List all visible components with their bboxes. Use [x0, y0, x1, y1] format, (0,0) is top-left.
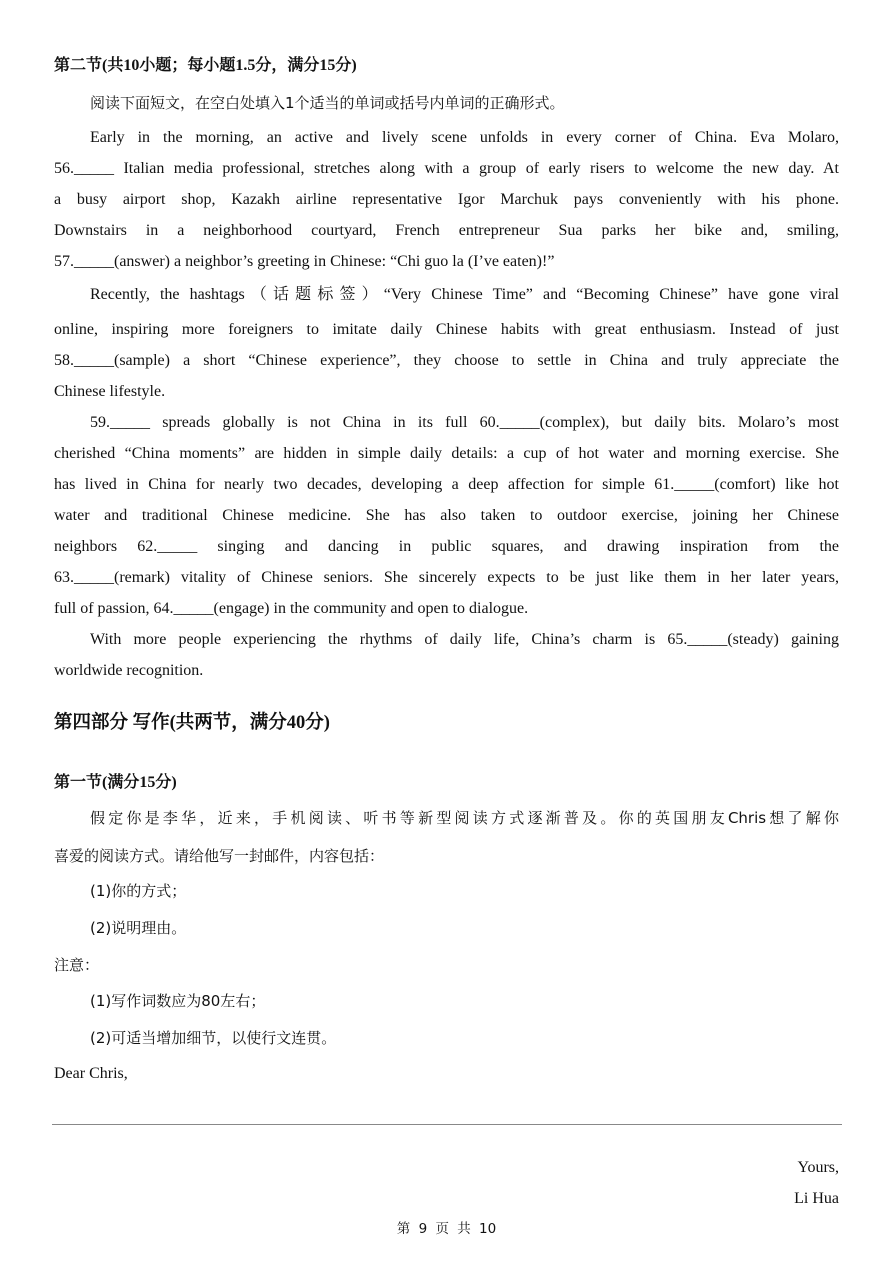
passage-line: worldwide recognition. — [54, 662, 204, 679]
passage-line: 56._____ Italian media professional, stretches along with a group of early risers to welcome the new day. At — [54, 160, 839, 177]
page-number: 第 9 页 共 10 — [396, 1221, 497, 1237]
passage-line: 59._____ spreads globally is not China in its full 60._____(complex), but daily bits. Molaro’s most — [90, 414, 839, 431]
writing-item: (1)你的方式； — [90, 882, 187, 900]
passage-line: Recently, the hashtags（话题标签）“Very Chinese Time” and “Becoming Chinese” have gone viral — [90, 286, 839, 303]
passage-line: 58._____(sample) a short “Chinese experience”, they choose to settle in China and truly appreciate the — [54, 352, 839, 369]
passage-line: With more people experiencing the rhythms of daily life, China’s charm is 65._____(steady) gaining — [90, 631, 839, 648]
writing-prompt-line: 喜爱的阅读方式。请给他写一封邮件，内容包括： — [54, 847, 385, 865]
passage-line: a busy airport shop, Kazakh airline representative Igor Marchuk pays conveniently with his phone. — [54, 191, 839, 208]
writing-item: (2)说明理由。 — [90, 919, 187, 937]
writing-prompt-line: 假定你是李华，近来，手机阅读、听书等新型阅读方式逐渐普及。你的英国朋友Chris想了解你 — [90, 809, 839, 827]
note-item: (1)写作词数应为80左右； — [90, 992, 266, 1010]
passage-line: Downstairs in a neighborhood courtyard, French entrepreneur Sua parks her bike and, smiling, — [54, 222, 839, 239]
passage-line: online, inspiring more foreigners to imitate daily Chinese habits with great enthusiasm. Instead of just — [54, 321, 839, 338]
passage-line: 57._____(answer) a neighbor’s greeting in Chinese: “Chi guo la (I’ve eaten)!” — [54, 253, 555, 270]
note-item: (2)可适当增加细节，以使行文连贯。 — [90, 1029, 337, 1047]
passage-line: Chinese lifestyle. — [54, 383, 166, 400]
letter-salutation: Dear Chris, — [54, 1065, 128, 1082]
section2-heading: 第二节(共10小题；每小题1.5分，满分15分) — [54, 57, 357, 74]
passage-line: Early in the morning, an active and lively scene unfolds in every corner of China. Eva Molaro, — [90, 129, 839, 146]
part4-heading: 第四部分 写作(共两节，满分40分) — [54, 713, 330, 733]
passage-line: cherished “China moments” are hidden in simple daily details: a cup of hot water and morning exercise. She — [54, 445, 839, 462]
passage-line: full of passion, 64._____(engage) in the community and open to dialogue. — [54, 600, 529, 617]
letter-signature: Li Hua — [794, 1190, 839, 1207]
passage-line: water and traditional Chinese medicine. She has also taken to outdoor exercise, joining her Chinese — [54, 507, 839, 524]
part4-section1-heading: 第一节(满分15分) — [54, 774, 177, 791]
section2-instruction: 阅读下面短文，在空白处填入1个适当的单词或括号内单词的正确形式。 — [90, 94, 565, 112]
note-label: 注意： — [54, 956, 100, 974]
passage-line: 63._____(remark) vitality of Chinese seniors. She sincerely expects to be just like them in her later years, — [54, 569, 839, 586]
passage-line: neighbors 62._____ singing and dancing in public squares, and drawing inspiration from the — [54, 538, 839, 555]
answer-divider — [52, 1124, 842, 1125]
passage-line: has lived in China for nearly two decades, developing a deep affection for simple 61._____(comfort) like hot — [54, 476, 839, 493]
letter-closing: Yours, — [797, 1159, 839, 1176]
